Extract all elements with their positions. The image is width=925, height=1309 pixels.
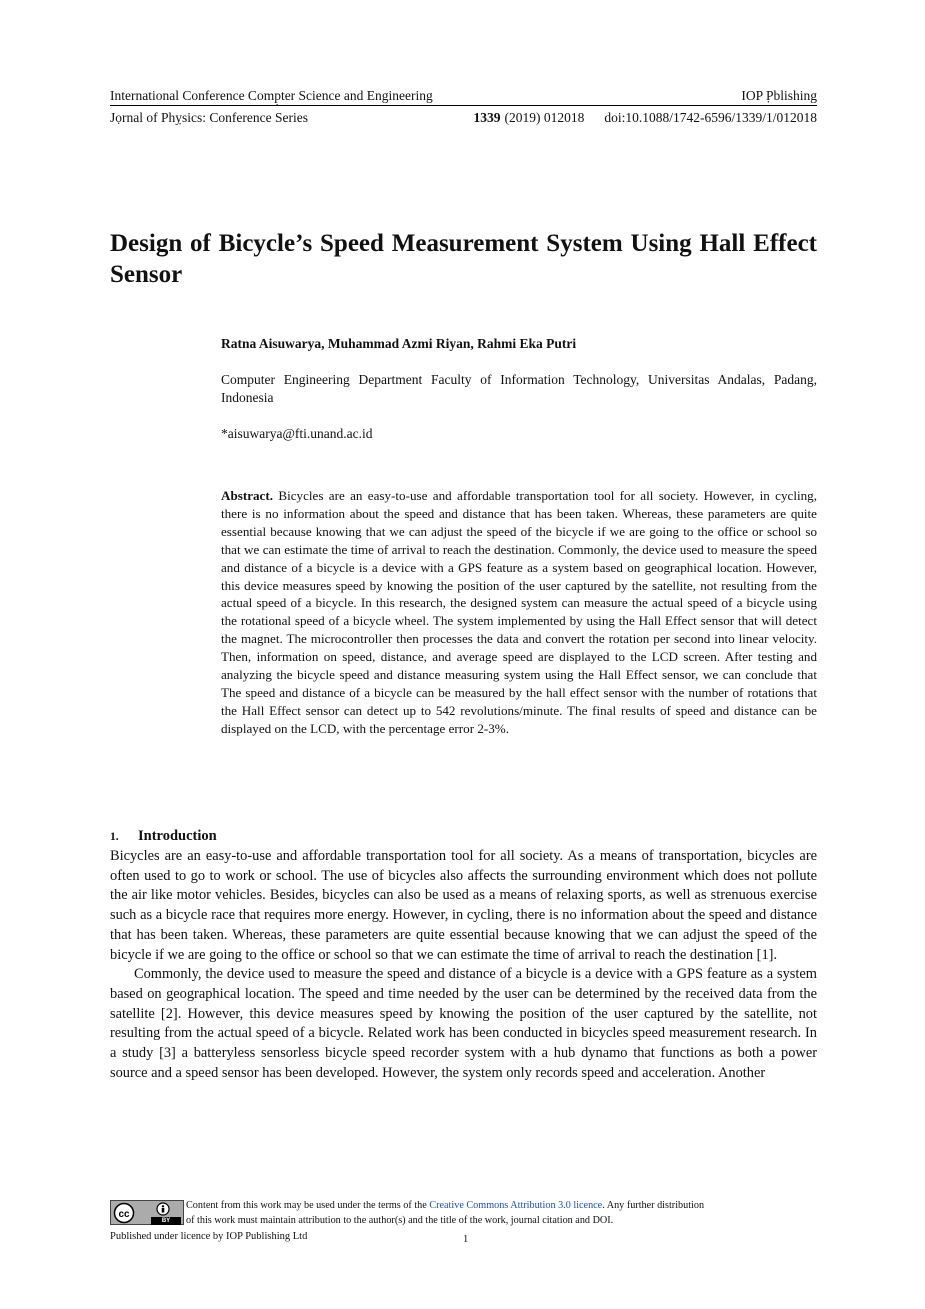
- section-body: [110, 847, 817, 1083]
- publisher-note: Published under licence by IOP Publishing Ltd: [110, 1231, 308, 1242]
- by-label: BY: [151, 1217, 181, 1225]
- abstract-label: Abstract.: [221, 488, 273, 503]
- paper-title: Design of Bicycle’s Speed Measurement System Using Hall Effect Sensor: [110, 230, 817, 288]
- publisher-name: IOP P̣blishing: [741, 88, 817, 103]
- affiliation: Computer Engineering Department Faculty of Information Technology, Universitas Andalas, Padang, Indonesia: [221, 372, 817, 405]
- section-heading: [110, 828, 817, 845]
- license-text: [186, 1198, 817, 1228]
- section-number: 1.: [110, 831, 119, 843]
- paragraph: Bicycles are an easy-to-use and affordable transportation tool for all society. As a means of transportation, bicycles are often used to go to work or school. The use of bicycles also affects the surrounding environment which does not pollute the air like motor vehicles. Besides, bicycles can also be used as a means of relaxing sports, as well as strenuous exercise such as a bicycle race that requires more energy. However, in cycling, there is no information about the speed and distance that has been taken. Whereas, these parameters are quite essential because knowing that we can adjust the speed of the bicycle if we are going to the office or school so that we can estimate the time of arrival to reach the destination [1].: [110, 848, 817, 963]
- svg-text:cc: cc: [118, 1209, 130, 1220]
- license-footer: [110, 1198, 817, 1230]
- journal-name: Jọrnal of Phỵsics: Conference Series: [110, 110, 308, 125]
- license-line-2: of this work must maintain attribution to the author(s) and the title of the work, journal citation and DOI.: [186, 1215, 614, 1226]
- license-suffix: . Any further distribution: [602, 1200, 705, 1211]
- cc-by-badge-icon: [110, 1200, 184, 1225]
- conference-name: International Conference Comp̣ter Science and Engineering: [110, 88, 433, 103]
- abstract-text: Bicycles are an easy-to-use and affordable transportation tool for all society. However, in cycling, there is no information about the speed and distance that has been taken. Whereas, these parameters are quite essential because knowing that we can adjust the speed of the bicycle if we are going to the office or school so that we can estimate the time of arrival to reach the destination. Commonly, the device used to measure the speed and distance of a bicycle is a device with a GPS feature as a system based on geographical location. However, this device measures speed by knowing the position of the user captured by the satellite, not resulting from the actual speed of a bicycle. In this research, the designed system can measure the actual speed of a bicycle using the rotational speed of a bicycle wheel. The system implemented by using the Hall Effect sensor that will detect the magnet. The microcontroller then processes the data and convert the rotation per second into linear velocity. Then, information on speed, distance, and average speed are displayed to the LCD screen. After testing and analyzing the bicycle speed and distance measuring system using the Hall Effect sensor, we can conclude that The speed and distance of a bicycle can be measured by the hall effect sensor with the number of rotations that the Hall Effect sensor can detect up to 542 revolutions/minute. The final results of speed and distance can be displayed on the LCD, with the percentage error 2-3%.: [221, 488, 817, 736]
- corresponding-email: *aisuwarya@fti.unand.ac.id: [221, 426, 373, 441]
- volume-number: 1339: [473, 110, 501, 125]
- license-prefix: Content from this work may be used under the terms of the: [186, 1200, 427, 1211]
- cc-license-link[interactable]: Creative Commons Attribution 3.0 licence: [429, 1200, 603, 1211]
- year-article: (2019) 012018: [504, 110, 585, 125]
- journal-header: [110, 110, 817, 126]
- page-number: 1: [463, 1234, 469, 1245]
- doi: doi:10.1088/1742-6596/1339/1/012018: [604, 110, 817, 125]
- author-list: Ratna Aisuwarya, Muhammad Azmi Riyan, Rahmi Eka Putri: [221, 336, 577, 351]
- abstract: [221, 487, 817, 738]
- section-title: Introduction: [138, 828, 217, 844]
- paragraph: Commonly, the device used to measure the speed and distance of a bicycle is a device with a GPS feature as a system based on geographical location. The speed and time needed by the user can be determined by the received data from the satellite [2]. However, this device measures speed by knowing the position of the user captured by the satellite, not resulting from the actual speed of a bicycle. Related work has been conducted in bicycles speed measurement research. In a study [3] a batteryless sensorless bicycle speed recorder system with a hub dynamo that functions as both a power source and a speed sensor has been developed. However, the system only records speed and acceleration. Another: [110, 966, 817, 1081]
- running-header: [110, 88, 817, 106]
